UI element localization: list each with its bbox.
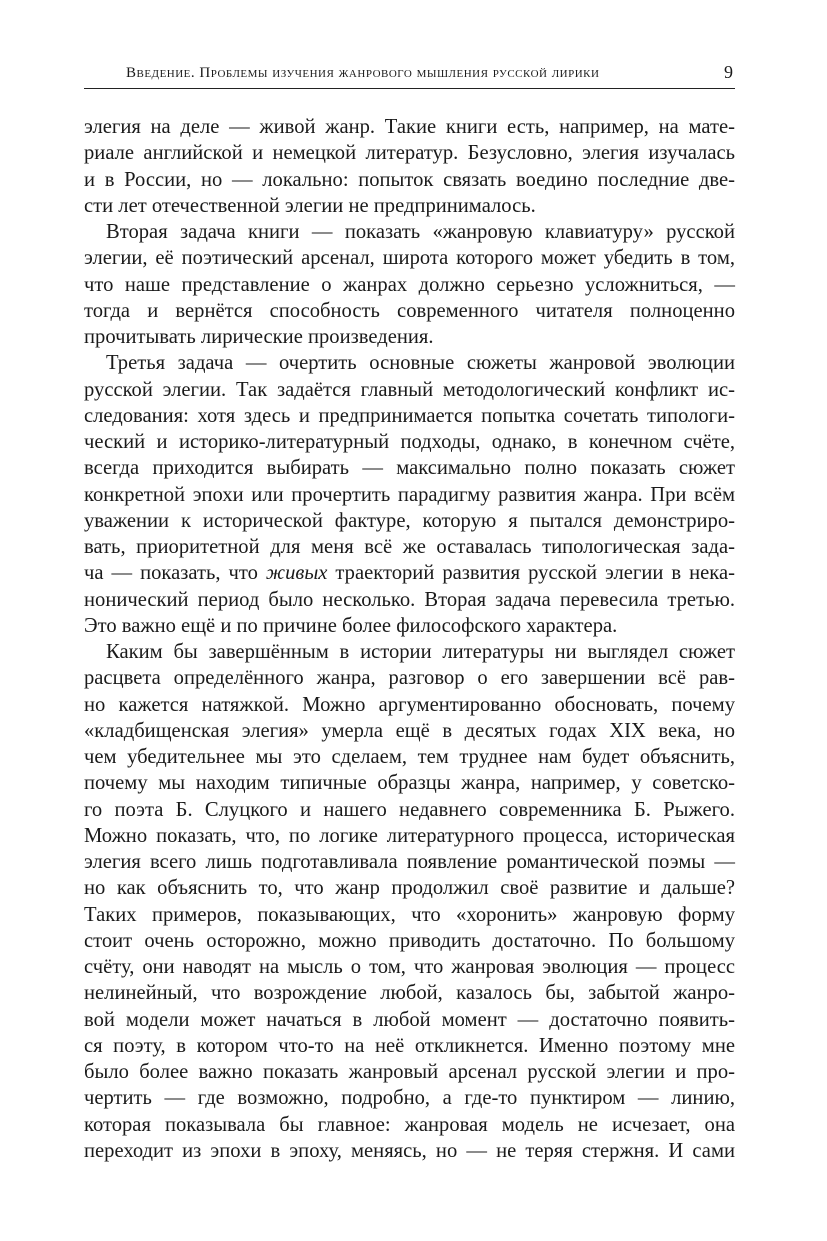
text-line: расцвета определённого жанра, разговор о его завершении всё рав-: [84, 667, 735, 690]
text-line: «кладбищенская элегия» умерла ещё в десятых годах XIX века, но: [84, 719, 735, 742]
text-line: что наше представление о жанрах должно серьезно усложниться, —: [84, 273, 735, 296]
text-line: и в России, но — локально: попыток связать воедино последние две-: [84, 168, 735, 191]
text-line: уважении к исторической фактуре, которую я пытался демонстриро-: [84, 509, 735, 532]
text-line: русской элегии. Так задаётся главный методологический конфликт ис-: [84, 378, 735, 401]
text-line: всегда приходится выбирать — максимально полно показать сюжет: [84, 457, 735, 480]
text-line: Это важно ещё и по причине более философского характера.: [84, 614, 618, 637]
text-line: го поэта Б. Слуцкого и нашего недавнего современника Б. Рыжего.: [84, 798, 735, 821]
running-head: [84, 58, 735, 89]
text-line: стоит очень осторожно, можно приводить достаточно. По большому: [84, 929, 735, 952]
text-line: нонический период было несколько. Вторая задача перевесила третью.: [84, 588, 735, 611]
text-line: элегия на деле — живой жанр. Такие книги есть, например, на мате-: [84, 116, 735, 138]
text-line: Третья задача — очертить основные сюжеты жанровой эволюции: [106, 352, 735, 375]
text-line: нелинейный, что возрождение любой, казалось бы, забытой жанро-: [84, 982, 735, 1005]
text-line: было более важно показать жанровый арсенал русской элегии и про-: [84, 1061, 735, 1083]
text-line: но кажется натяжкой. Можно аргументированно обосновать, почему: [84, 693, 735, 716]
text-line: Вторая задача книги — показать «жанровую клавиатуру» русской: [106, 221, 735, 243]
text-segment: траекторий развития русской элегии в нека-: [327, 562, 735, 585]
running-title: Введение. Проблемы изучения жанрового мышления русской лирики: [126, 65, 600, 81]
text-segment: ча — показать, что: [84, 562, 266, 585]
text-line: тогда и вернётся способность современного читателя полноценно: [84, 299, 735, 322]
text-line: прочитывать лирические произведения.: [84, 326, 434, 348]
text-line: чертить — где возможно, подробно, а где-то пунктиром — линию,: [84, 1087, 735, 1110]
text-line: конкретной эпохи или прочертить парадигму развития жанра. При всём: [84, 483, 735, 506]
text-line: ческий и историко-литературный подходы, однако, в конечном счёте,: [84, 431, 735, 453]
text-line: элегия всего лишь подготавливала появление романтической поэмы —: [84, 851, 735, 873]
text-line: элегии, её поэтический арсенал, широта которого может убедить в том,: [84, 247, 735, 270]
text-line: следования: хотя здесь и предпринимается попытка сочетать типологи-: [84, 404, 735, 427]
text-line: [84, 560, 735, 586]
text-line: которая показывала бы главное: жанровая модель не исчезает, она: [84, 1113, 735, 1136]
text-line: Таких примеров, показывающих, что «хоронить» жанровую форму: [84, 903, 735, 926]
text-line: Каким бы завершённым в истории литературы ни выглядел сюжет: [106, 641, 735, 663]
page-number: 9: [724, 62, 733, 82]
text-line: счёту, они наводят на мысль о том, что жанровая эволюция — процесс: [84, 956, 735, 978]
text-line: сти лет отечественной элегии не предпринималось.: [84, 194, 536, 217]
text-line: почему мы находим типичные образцы жанра, например, у советско-: [84, 772, 735, 795]
text-line: переходит из эпохи в эпоху, меняясь, но — не теряя стержня. И сами: [84, 1139, 735, 1162]
body-text: [84, 114, 735, 1164]
text-line: но как объяснить то, что жанр продолжил своё развитие и дальше?: [84, 877, 735, 900]
text-line: Можно показать, что, по логике литературного процесса, историческая: [84, 824, 735, 847]
text-line: вать, приоритетной для меня всё же оставалась типологическая зада-: [84, 536, 735, 558]
text-line: риале английской и немецкой литератур. Безусловно, элегия изучалась: [84, 142, 735, 165]
text-line: чем убедительнее мы это сделаем, тем труднее нам будет объяснить,: [84, 746, 735, 768]
text-line: ся поэту, в котором что-то на неё откликнется. Именно поэтому мне: [84, 1034, 735, 1057]
text-line: вой модели может начаться в любой момент — достаточно появить-: [84, 1008, 735, 1031]
emphasized-word: живых: [265, 562, 328, 585]
